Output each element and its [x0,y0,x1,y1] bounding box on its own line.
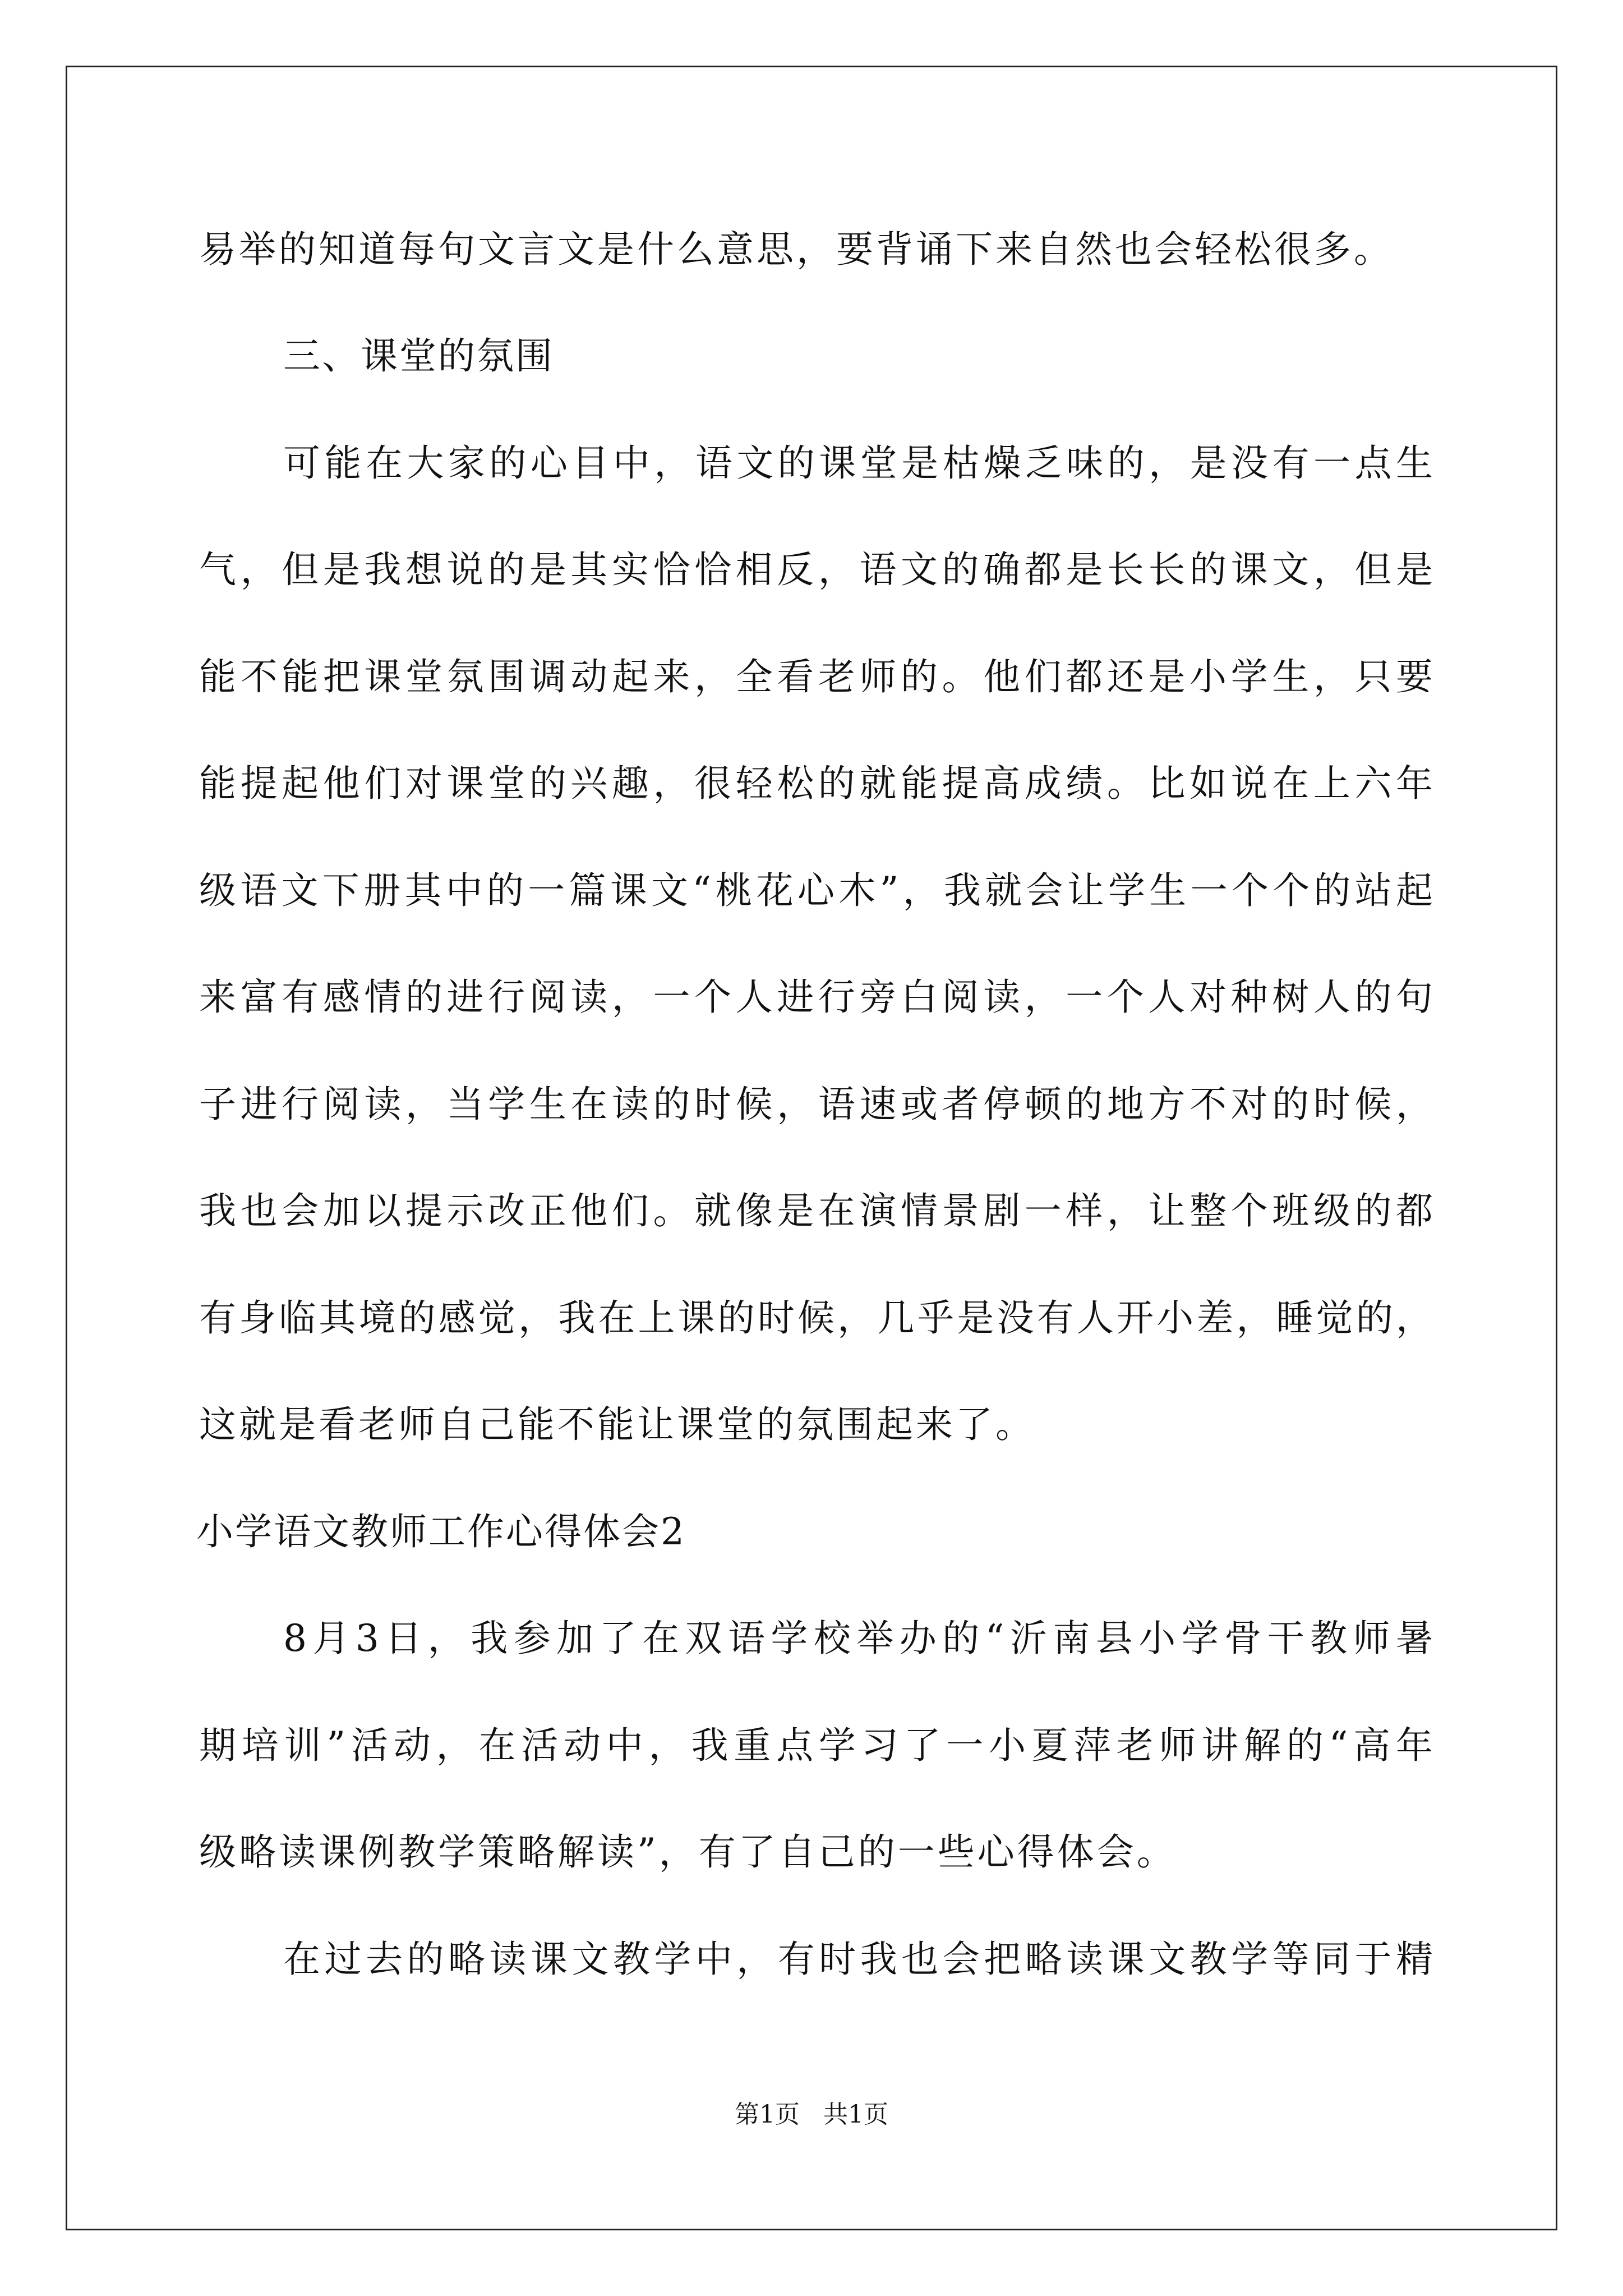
page-number-footer: 第1页 共1页 [735,2100,888,2129]
text-line: 气，但是我想说的是其实恰恰相反，语文的确都是长长的课文，但是 [199,548,1433,591]
text-line: 有身临其境的感觉，我在上课的时候，几乎是没有人开小差，睡觉的， [199,1296,1433,1340]
section-subheading: 三、课堂的氛围 [283,334,554,378]
text-line: 这就是看老师自己能不能让课堂的氛围起来了。 [199,1403,1035,1446]
article-heading: 小学语文教师工作心得体会2 [196,1510,686,1553]
text-line: 易举的知道每句文言文是什么意思，要背诵下来自然也会轻松很多。 [199,228,1394,271]
paragraph-first-line: 可能在大家的心目中，语文的课堂是枯燥乏味的，是没有一点生 [283,441,1433,485]
text-line: 我也会加以提示改正他们。就像是在演情景剧一样，让整个班级的都 [199,1189,1433,1232]
page-border [66,66,1557,2230]
text-line: 能不能把课堂氛围调动起来，全看老师的。他们都还是小学生，只要 [199,655,1433,698]
paragraph-first-line: 8月3日，我参加了在双语学校举办的“沂南县小学骨干教师暑 [283,1617,1433,1660]
text-line: 子进行阅读，当学生在读的时候，语速或者停顿的地方不对的时候， [199,1083,1433,1126]
text-line: 期培训”活动，在活动中，我重点学习了一小夏萍老师讲解的“高年 [199,1724,1433,1767]
paragraph-first-line: 在过去的略读课文教学中，有时我也会把略读课文教学等同于精 [283,1938,1433,1981]
text-line: 级语文下册其中的一篇课文“桃花心木”，我就会让学生一个个的站起 [199,869,1433,912]
text-line: 来富有感情的进行阅读，一个人进行旁白阅读，一个人对种树人的句 [199,976,1433,1019]
text-line: 能提起他们对课堂的兴趣，很轻松的就能提高成绩。比如说在上六年 [199,762,1433,805]
text-line: 级略读课例教学策略解读”，有了自己的一些心得体会。 [199,1830,1177,1874]
